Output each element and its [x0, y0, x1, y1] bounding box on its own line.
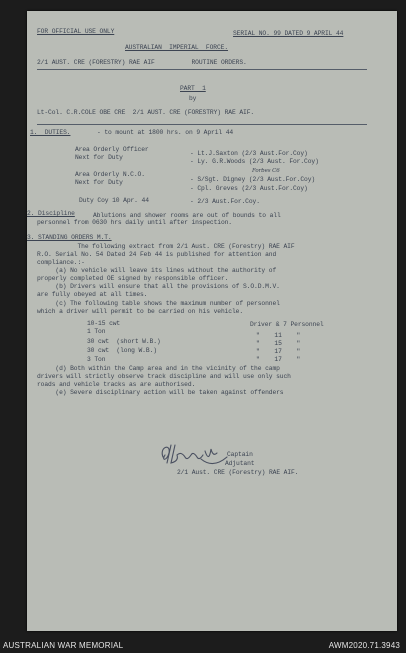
serial-number: SERIAL NO. 99 DATED 9 APRIL 44 — [233, 30, 344, 37]
signature-appointment: Adjutant — [225, 460, 255, 467]
footer-accession: AWM2020.71.3943 — [328, 641, 400, 650]
force-title: AUSTRALIAN IMPERIAL FORCE. — [125, 44, 229, 51]
table-capacity: " 11 " — [256, 332, 301, 339]
duty-value: - 2/3 Aust.For.Coy. — [190, 198, 260, 205]
duty-value: - Cpl. Greves (2/3 Aust.For.Coy) — [190, 185, 308, 192]
standing-orders-line: R.O. Serial No. 54 Dated 24 Feb 44 is published for attention and — [37, 251, 277, 258]
duty-label: Area Orderly N.C.O. — [75, 171, 145, 178]
duty-value: - S/Sgt. Digney (2/3 Aust.For.Coy) — [190, 176, 316, 183]
commander-line: Lt-Col. C.R.COLE OBE CRE 2/1 AUST. CRE (FORESTRY) RAE AIF. — [37, 109, 255, 116]
by-label: by — [189, 95, 197, 102]
standing-orders-line: which a driver will permit to be carried on his vehicle. — [37, 308, 244, 315]
table-capacity: " 17 " — [256, 356, 301, 363]
discipline-text: Ablutions and shower rooms are out of bounds to all — [93, 212, 281, 219]
duty-label: Area Orderly Officer — [75, 146, 149, 153]
table-vehicle: 30 cwt (short W.B.) — [87, 338, 161, 345]
table-vehicle: 3 Ton — [87, 356, 106, 363]
duty-label: Next for Duty — [75, 154, 123, 161]
standing-orders-line: (c) The following table shows the maximum number of personnel — [37, 300, 280, 307]
commander-rule — [37, 124, 367, 125]
standing-orders-line: drivers will strictly observe track discipline and will use only such — [37, 373, 291, 380]
standing-orders-line: (d) Both within the Camp area and in the vicinity of the camp — [37, 365, 280, 372]
standing-orders-line: The following extract from 2/1 Aust. CRE (Forestry) RAE AIF — [37, 243, 295, 250]
standing-orders-line: properly completed OE signed by responsible officer. — [37, 275, 229, 282]
duty-value: - Lt.J.Saxton (2/3 Aust.For.Coy) — [190, 150, 308, 157]
standing-orders-line: compliance.:- — [37, 259, 85, 266]
duties-heading: 1. DUTIES. — [30, 129, 71, 136]
document-sheet — [27, 11, 397, 631]
standing-orders-line: (e) Severe disciplinary action will be taken against offenders — [37, 389, 284, 396]
table-capacity: " 15 " — [256, 340, 301, 347]
handwritten-note: Forbes C6 — [252, 168, 280, 174]
duty-label: Next for Duty — [75, 179, 123, 186]
standing-orders-line: are fully obeyed at all times. — [37, 291, 148, 298]
duty-value: - Ly. G.R.Woods (2/3 Aust. For.Coy) — [190, 158, 319, 165]
table-header: Driver & 7 Personnel — [250, 321, 324, 328]
duties-intro: - to mount at 1800 hrs. on 9 April 44 — [97, 129, 234, 136]
table-capacity: " 17 " — [256, 348, 301, 355]
footer-institution: AUSTRALIAN WAR MEMORIAL — [3, 641, 124, 650]
table-vehicle: 10-15 cwt — [87, 320, 121, 327]
signature-rank: Captain — [227, 451, 253, 458]
table-vehicle: 30 cwt (long W.B.) — [87, 347, 157, 354]
standing-orders-line: (b) Drivers will ensure that all the provisions of S.O.D.M.V. — [37, 283, 280, 290]
part-label: PART 1 — [180, 85, 206, 92]
standing-orders-heading: 3. STANDING ORDERS M.T. — [27, 234, 112, 241]
table-vehicle: 1 Ton — [87, 328, 106, 335]
discipline-heading: 2. Discipline — [27, 210, 75, 217]
discipline-text: personnel from 0630 hrs daily until after inspection. — [37, 219, 232, 226]
header-rule — [37, 69, 367, 70]
unit-title: 2/1 AUST. CRE (FORESTRY) RAE AIF ROUTINE ORDERS. — [37, 59, 247, 66]
signature-unit: 2/1 Aust. CRE (Forestry) RAE AIF. — [177, 469, 299, 476]
standing-orders-line: roads and vehicle tracks as are authorised. — [37, 381, 196, 388]
handwritten-signature — [157, 437, 232, 473]
duty-label: Duty Coy 10 Apr. 44 — [79, 197, 149, 204]
classification: FOR OFFICIAL USE ONLY — [37, 28, 115, 35]
standing-orders-line: (a) No vehicle will leave its lines without the authority of — [37, 267, 277, 274]
